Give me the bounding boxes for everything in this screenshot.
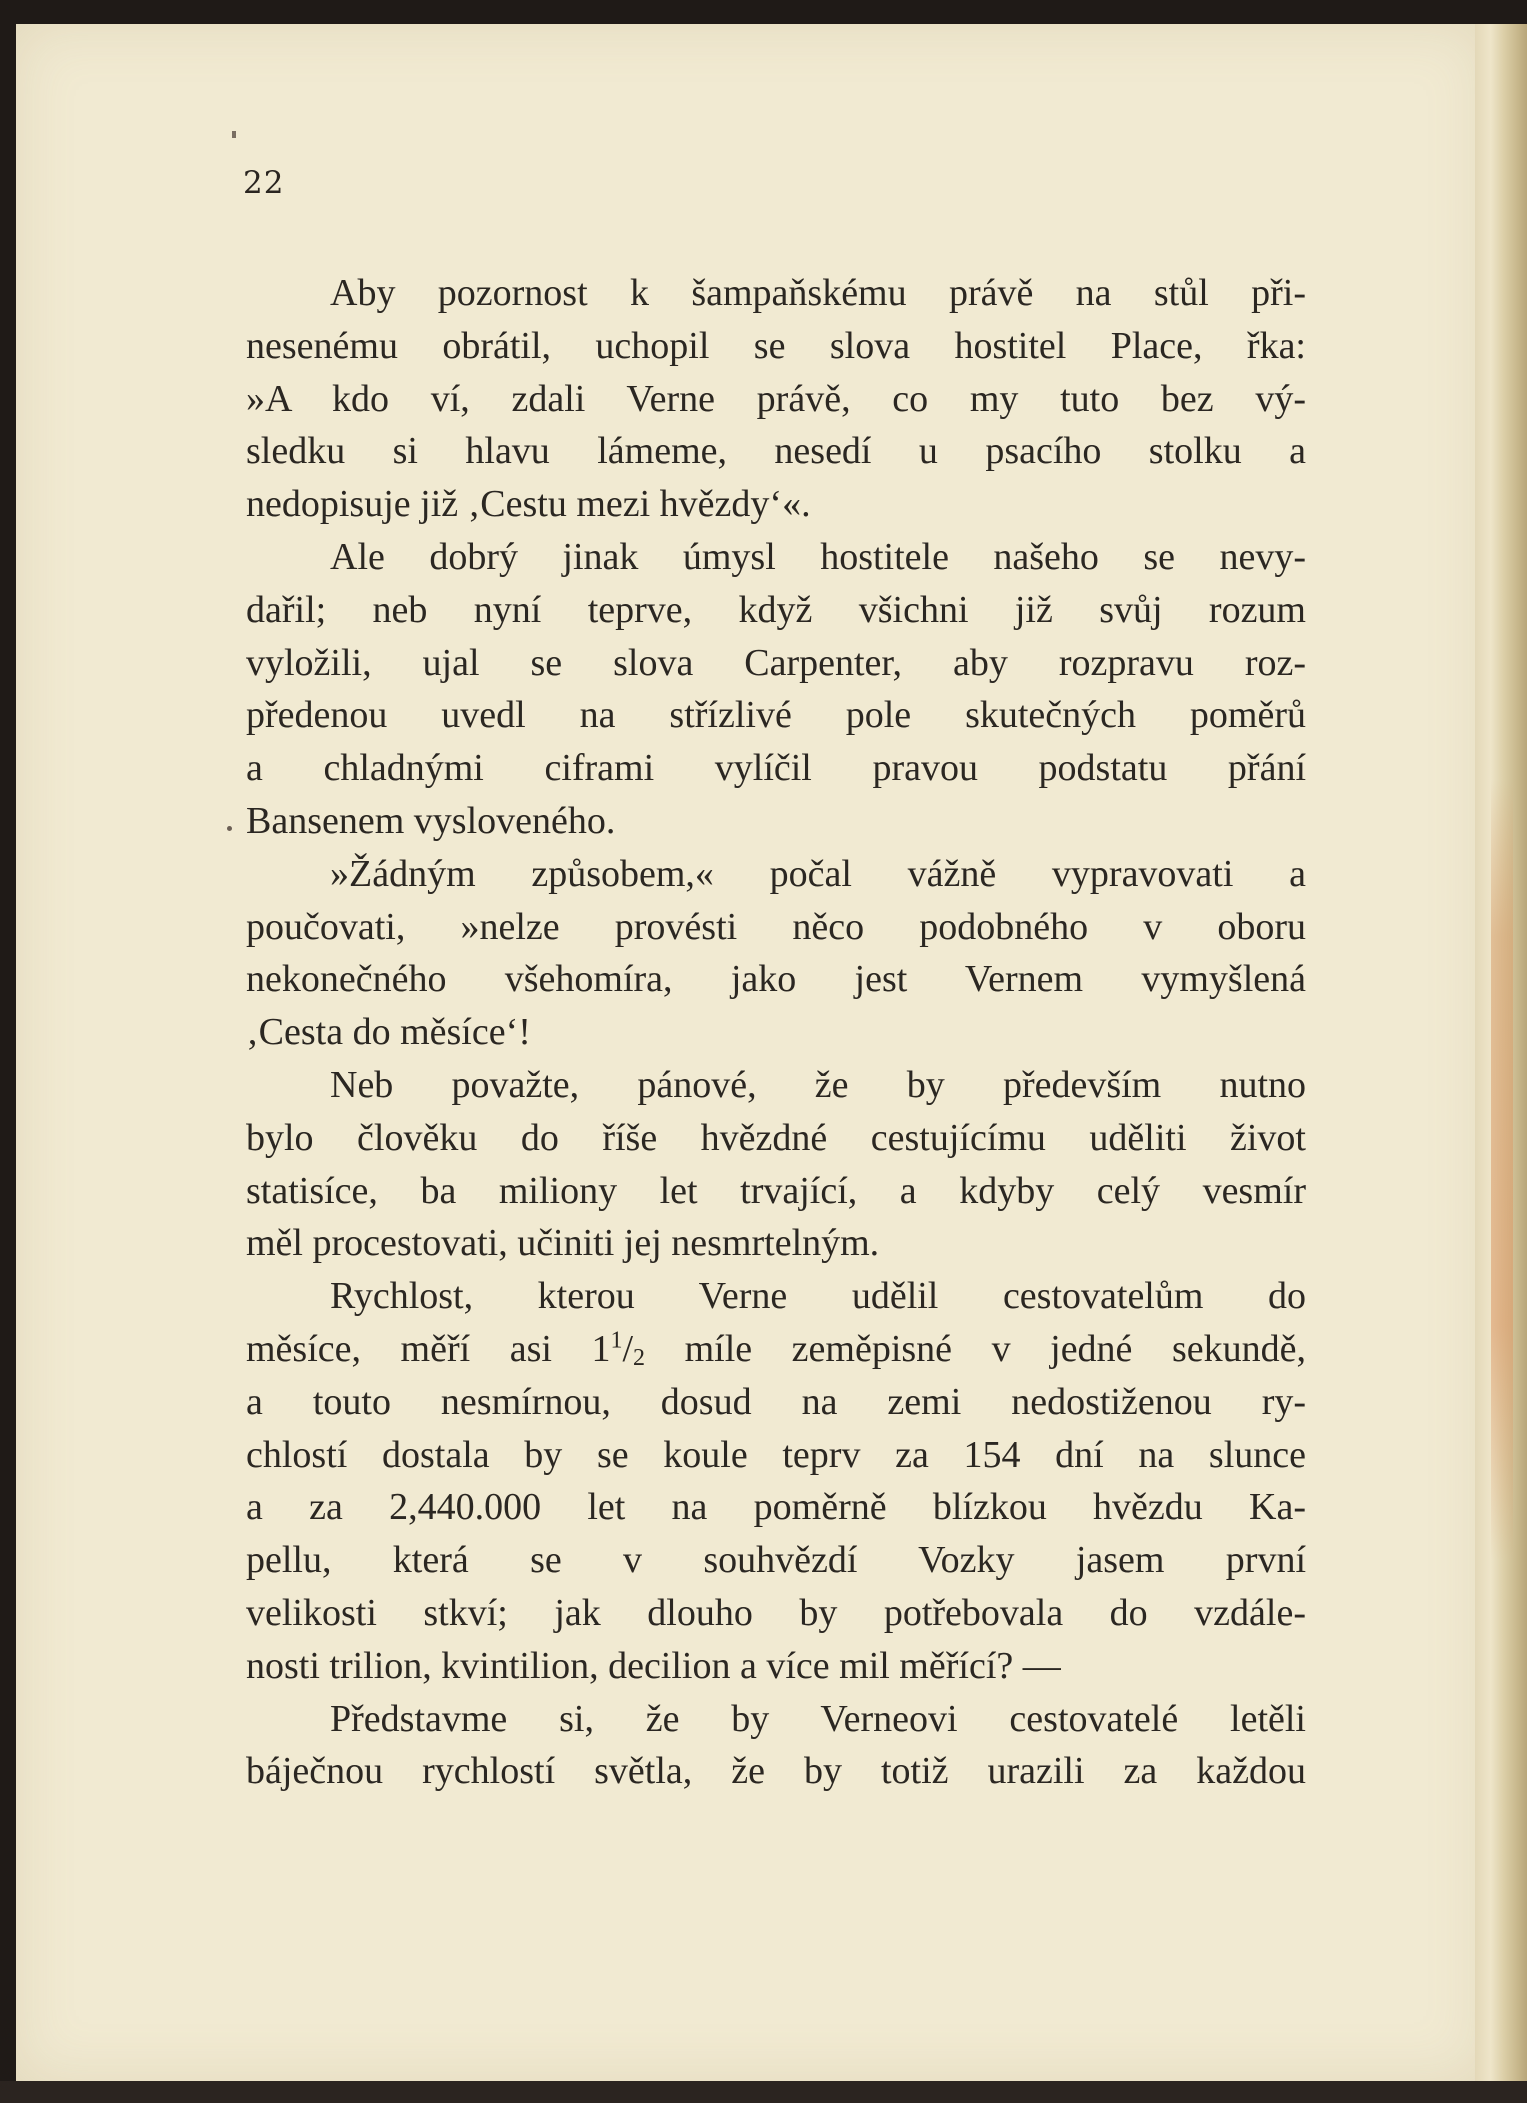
text-line: nesenému obrátil, uchopil se slova hostitel Place, řka:	[246, 324, 1306, 367]
text-line: bylo člověku do říše hvězdné cestujícímu uděliti život	[246, 1116, 1306, 1159]
text-line: Bansenem vysloveného.	[246, 799, 616, 842]
text-fragment: měsíce, měří asi 1	[246, 1327, 611, 1370]
text-line: ‚Cesta do měsíce‘!	[246, 1011, 531, 1054]
text-line: Rychlost, kterou Verne udělil cestovatelům do	[330, 1275, 1306, 1318]
ink-speck	[232, 131, 236, 138]
text-line: chlostí dostala by se koule teprv za 154 dní na slunce	[246, 1433, 1306, 1476]
text-line: poučovati, »nelze provésti něco podobného v oboru	[246, 905, 1306, 948]
text-line: dařil; neb nyní teprve, když všichni již svůj rozum	[246, 588, 1306, 631]
text-line: »Žádným způsobem,« počal vážně vypravovati a	[330, 852, 1306, 895]
fraction-slash: /	[622, 1327, 634, 1370]
text-line: statisíce, ba miliony let trvající, a kdyby celý vesmír	[246, 1169, 1306, 1212]
text-line: velikosti stkví; jak dlouho by potřebovala do vzdále-	[246, 1591, 1306, 1634]
text-line: sledku si hlavu lámeme, nesedí u psacího stolku a	[246, 430, 1306, 473]
text-line: Ale dobrý jinak úmysl hostitele našeho se nevy-	[330, 535, 1306, 578]
body-text	[246, 267, 1306, 1798]
text-line: báječnou rychlostí světla, že by totiž urazili za každou	[246, 1750, 1306, 1793]
margin-mark	[227, 826, 232, 831]
fraction-numerator: 1	[610, 1327, 623, 1354]
text-line: předenou uvedl na střízlivé pole skutečných poměrů	[246, 694, 1306, 737]
text-line: měl procestovati, učiniti jej nesmrtelným.	[246, 1222, 880, 1265]
bottom-border	[0, 2081, 1527, 2103]
text-line: Představme si, že by Verneovi cestovatelé letěli	[330, 1697, 1306, 1740]
text-line: »A kdo ví, zdali Verne právě, co my tuto bez vý-	[246, 377, 1306, 420]
text-line: nedopisuje již ‚Cestu mezi hvězdy‘«.	[246, 483, 811, 526]
text-line: nosti trilion, kvintilion, decilion a více mil měřící? —	[246, 1644, 1061, 1687]
edge-stain	[1491, 780, 1513, 1560]
text-line: Neb považte, pánové, že by především nutno	[330, 1063, 1306, 1106]
page-number: 22	[243, 165, 285, 201]
text-line: vyložili, ujal se slova Carpenter, aby rozpravu roz-	[246, 641, 1306, 684]
text-line: Aby pozornost k šampaňskému právě na stůl při-	[330, 272, 1306, 314]
text-line: a chladnými ciframi vylíčil pravou podstatu přání	[246, 747, 1306, 790]
text-line-fraction	[246, 1323, 1306, 1376]
text-line: nekonečného všehomíra, jako jest Vernem vymyšlená	[246, 958, 1306, 1001]
fraction-denominator: 2	[633, 1344, 646, 1371]
text-line: pellu, která se v souhvězdí Vozky jasem první	[246, 1539, 1306, 1582]
text-line: a touto nesmírnou, dosud na zemi nedostiženou ry-	[246, 1380, 1306, 1423]
text-fragment: míle zeměpisné v jedné sekundě,	[645, 1327, 1306, 1370]
text-line: a za 2,440.000 let na poměrně blízkou hvězdu Ka-	[246, 1486, 1306, 1529]
